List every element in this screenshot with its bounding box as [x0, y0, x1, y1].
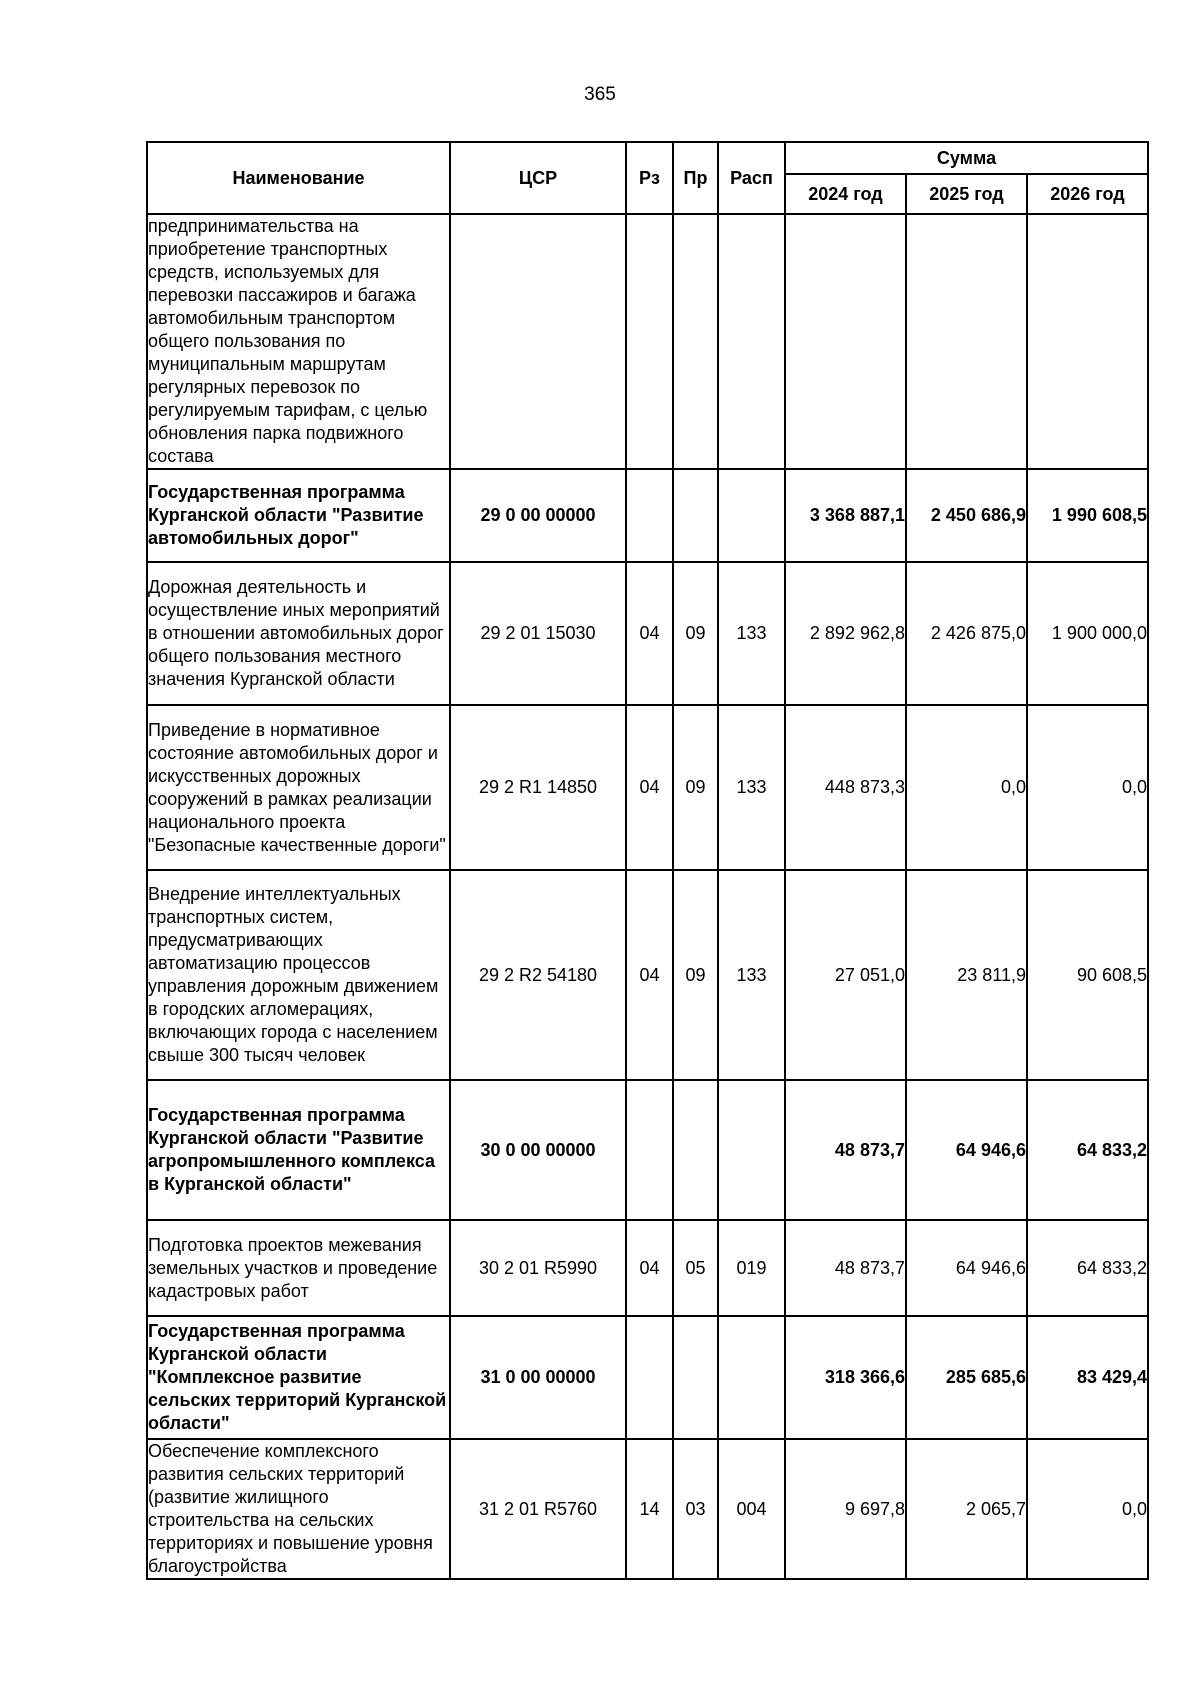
row-csr: 29 0 00 00000 [450, 469, 626, 562]
header-csr: ЦСР [450, 142, 626, 214]
table-row [147, 1439, 1148, 1579]
table-row [147, 214, 1148, 469]
row-pr [673, 469, 718, 562]
row-rasp [718, 214, 785, 469]
row-2024: 48 873,7 [785, 1080, 906, 1220]
row-pr [673, 1316, 718, 1439]
table-row [147, 469, 1148, 562]
table-row [147, 1080, 1148, 1220]
row-rasp: 019 [718, 1220, 785, 1316]
row-2024: 448 873,3 [785, 705, 906, 870]
header-sum: Сумма [785, 142, 1148, 174]
row-csr: 31 0 00 00000 [450, 1316, 626, 1439]
row-name: Дорожная деятельность и осуществление иных мероприятий в отношении автомобильных дорог общего пользования местного значения Курганской области [147, 562, 450, 705]
row-csr: 30 0 00 00000 [450, 1080, 626, 1220]
row-name: Внедрение интеллектуальных транспортных систем, предусматривающих автоматизацию процессов управления дорожным движением в городских агломерациях, включающих города с населением свыше 300 тысяч человек [147, 870, 450, 1080]
row-2025: 2 426 875,0 [906, 562, 1027, 705]
row-2026: 64 833,2 [1027, 1220, 1148, 1316]
row-2025: 23 811,9 [906, 870, 1027, 1080]
row-2024: 9 697,8 [785, 1439, 906, 1579]
row-2025: 285 685,6 [906, 1316, 1027, 1439]
row-rz: 14 [626, 1439, 673, 1579]
header-pr: Пр [673, 142, 718, 214]
row-csr: 29 2 R1 14850 [450, 705, 626, 870]
row-name: Подготовка проектов межевания земельных участков и проведение кадастровых работ [147, 1220, 450, 1316]
row-rasp [718, 1316, 785, 1439]
row-2026: 0,0 [1027, 1439, 1148, 1579]
row-2024: 318 366,6 [785, 1316, 906, 1439]
row-2026: 64 833,2 [1027, 1080, 1148, 1220]
row-rasp: 133 [718, 870, 785, 1080]
row-2024: 3 368 887,1 [785, 469, 906, 562]
row-rz: 04 [626, 705, 673, 870]
row-2024 [785, 214, 906, 469]
row-pr [673, 1080, 718, 1220]
row-csr: 30 2 01 R5990 [450, 1220, 626, 1316]
row-rz [626, 1316, 673, 1439]
row-name: Государственная программа Курганской области "Развитие агропромышленного комплекса в Курганской области" [147, 1080, 450, 1220]
table-row [147, 705, 1148, 870]
page-number: 365 [584, 84, 616, 105]
row-csr: 29 2 01 15030 [450, 562, 626, 705]
row-pr: 05 [673, 1220, 718, 1316]
row-2026: 0,0 [1027, 705, 1148, 870]
row-rasp: 133 [718, 562, 785, 705]
row-name: Обеспечение комплексного развития сельских территорий (развитие жилищного строительства на сельских территориях и повышение уровня благоустройства [147, 1439, 450, 1579]
header-rz: Рз [626, 142, 673, 214]
row-pr [673, 214, 718, 469]
row-rasp: 133 [718, 705, 785, 870]
row-name: Государственная программа Курганской области "Развитие автомобильных дорог" [147, 469, 450, 562]
row-2025: 0,0 [906, 705, 1027, 870]
row-rz: 04 [626, 870, 673, 1080]
row-name: Государственная программа Курганской области "Комплексное развитие сельских территорий Курганской области" [147, 1316, 450, 1439]
row-csr [450, 214, 626, 469]
header-year-2026: 2026 год [1027, 174, 1148, 214]
row-rz: 04 [626, 562, 673, 705]
header-year-2025: 2025 год [906, 174, 1027, 214]
row-2024: 2 892 962,8 [785, 562, 906, 705]
header-name: Наименование [147, 142, 450, 214]
table-row [147, 562, 1148, 705]
table-row [147, 1220, 1148, 1316]
table-body [147, 214, 1148, 1579]
header-rasp: Расп [718, 142, 785, 214]
row-2025: 64 946,6 [906, 1080, 1027, 1220]
row-2025: 2 450 686,9 [906, 469, 1027, 562]
header-year-2024: 2024 год [785, 174, 906, 214]
row-name: предпринимательства на приобретение транспортных средств, используемых для перевозки пассажиров и багажа автомобильным транспортом общего пользования по муниципальным маршрутам регулярных перевозок по регулируемым тарифам, с целью обновления парка подвижного состава [147, 214, 450, 469]
row-pr: 09 [673, 562, 718, 705]
row-2026 [1027, 214, 1148, 469]
row-rz [626, 1080, 673, 1220]
row-rz [626, 469, 673, 562]
table-row [147, 1316, 1148, 1439]
row-2024: 27 051,0 [785, 870, 906, 1080]
row-csr: 29 2 R2 54180 [450, 870, 626, 1080]
row-rz: 04 [626, 1220, 673, 1316]
row-2026: 90 608,5 [1027, 870, 1148, 1080]
row-rasp [718, 469, 785, 562]
row-2026: 1 900 000,0 [1027, 562, 1148, 705]
row-2025 [906, 214, 1027, 469]
row-2026: 83 429,4 [1027, 1316, 1148, 1439]
row-name: Приведение в нормативное состояние автомобильных дорог и искусственных дорожных сооружений в рамках реализации национального проекта "Безопасные качественные дороги" [147, 705, 450, 870]
row-rasp [718, 1080, 785, 1220]
row-2025: 2 065,7 [906, 1439, 1027, 1579]
table-row [147, 870, 1148, 1080]
row-2024: 48 873,7 [785, 1220, 906, 1316]
row-csr: 31 2 01 R5760 [450, 1439, 626, 1579]
row-pr: 09 [673, 705, 718, 870]
row-rz [626, 214, 673, 469]
row-2026: 1 990 608,5 [1027, 469, 1148, 562]
row-rasp: 004 [718, 1439, 785, 1579]
row-pr: 03 [673, 1439, 718, 1579]
row-pr: 09 [673, 870, 718, 1080]
row-2025: 64 946,6 [906, 1220, 1027, 1316]
budget-table [146, 141, 1149, 1580]
